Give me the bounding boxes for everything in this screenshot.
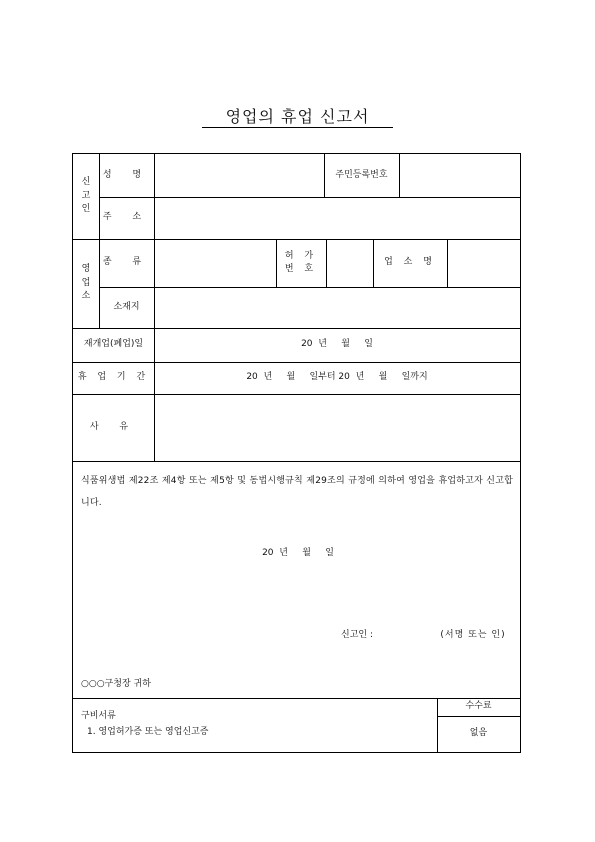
fee-label: 수수료	[465, 701, 492, 712]
shop-name-label: 업 소 명	[384, 257, 436, 268]
address-field[interactable]	[154, 197, 520, 239]
attachment-item-1: 1. 영업허가증 또는 영업신고증	[87, 727, 209, 738]
location-label: 소재지	[113, 301, 140, 312]
fee-value: 없음	[469, 728, 488, 739]
title-underline	[202, 127, 393, 128]
name-field[interactable]	[154, 154, 324, 197]
business-type-label: 종 류	[102, 257, 151, 268]
business-type-field[interactable]	[154, 239, 276, 287]
rrn-field[interactable]	[399, 154, 520, 197]
rule-reason-bottom	[73, 461, 520, 462]
rrn-label: 주민등록번호	[335, 169, 388, 180]
business-section-label: 영 업 소	[81, 264, 91, 302]
resume-date-label: 재개업(폐업)일	[83, 339, 144, 350]
reporter-sign-label: 신고인 :	[341, 630, 373, 641]
shop-name-field[interactable]	[447, 239, 520, 287]
license-number-label: 허 가 번 호	[284, 250, 318, 274]
declaration-text: 식품위생법 제22조 제4항 또는 제5항 및 동법시행규칙 제29조의 규정에 의하여 영업을 휴업하고자 신고합니다.	[81, 476, 513, 508]
address-label: 주 소	[102, 212, 151, 223]
location-field[interactable]	[154, 287, 520, 328]
closure-period-field[interactable]: 20 년 월 일부터 20 년 월 일까지	[246, 372, 428, 383]
resume-date-field[interactable]: 20 년 월 일	[301, 339, 373, 350]
license-number-field[interactable]	[326, 239, 373, 287]
addressee: ○○○구청장 귀하	[81, 679, 151, 690]
report-form	[72, 153, 521, 753]
reason-label: 사 유	[89, 421, 138, 432]
name-label: 성 명	[102, 169, 151, 180]
form-title: 영업의 휴업 신고서	[225, 107, 370, 126]
closure-period-label: 휴 업 기 간	[77, 372, 150, 383]
reporter-section-label: 신 고 인	[81, 177, 91, 215]
attachments-label: 구비서류	[81, 711, 116, 722]
reason-field[interactable]	[154, 394, 520, 461]
declaration-date[interactable]: 20 년 월 일	[262, 548, 334, 559]
signature-hint[interactable]: (서명 또는 인)	[440, 630, 506, 641]
